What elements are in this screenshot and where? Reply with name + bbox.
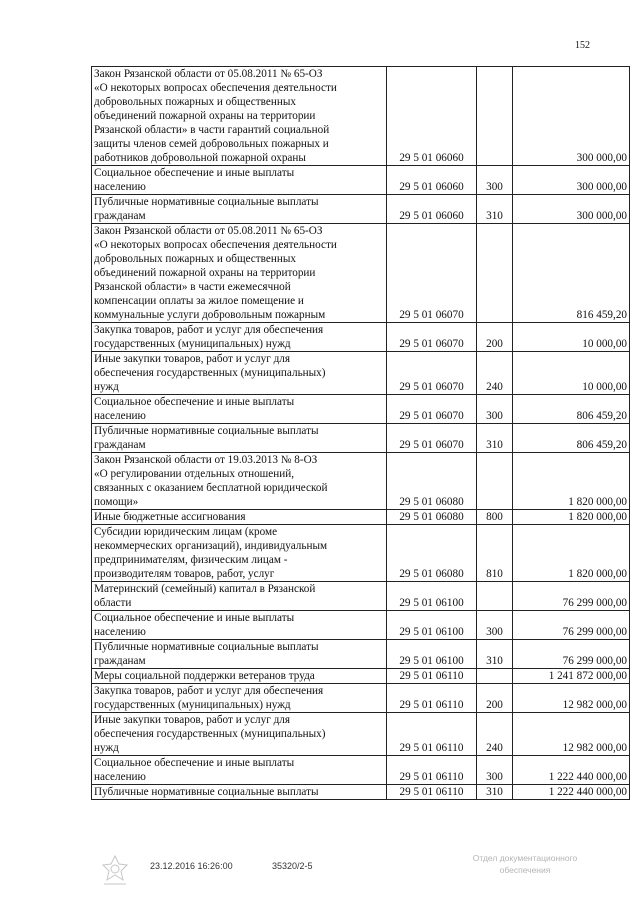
row-expense-type-cell [477, 224, 513, 323]
row-expense-type-cell [477, 453, 513, 510]
row-expense-type-cell: 200 [477, 323, 513, 352]
row-code-cell: 29 5 01 06060 [387, 195, 477, 224]
row-name-cell: Закупка товаров, работ и услуг для обеспечения государственных (муниципальных) нужд [92, 684, 387, 713]
row-name-cell: Социальное обеспечение и иные выплаты населению [92, 756, 387, 785]
row-amount-cell: 300 000,00 [513, 166, 630, 195]
row-amount-cell: 1 820 000,00 [513, 453, 630, 510]
row-amount-cell: 1 820 000,00 [513, 510, 630, 525]
row-amount-cell: 1 820 000,00 [513, 525, 630, 582]
row-amount-cell: 10 000,00 [513, 323, 630, 352]
row-expense-type-cell: 300 [477, 756, 513, 785]
row-code-cell: 29 5 01 06070 [387, 323, 477, 352]
row-code-cell: 29 5 01 06070 [387, 395, 477, 424]
row-name-cell: Иные бюджетные ассигнования [92, 510, 387, 525]
table-row [92, 453, 630, 510]
row-code-cell: 29 5 01 06070 [387, 224, 477, 323]
row-expense-type-cell: 240 [477, 352, 513, 395]
row-expense-type-cell [477, 669, 513, 684]
row-expense-type-cell: 200 [477, 684, 513, 713]
footer-watermark-line1: Отдел документационного [472, 853, 578, 863]
row-expense-type-cell: 300 [477, 166, 513, 195]
row-code-cell: 29 5 01 06110 [387, 713, 477, 756]
row-amount-cell: 12 982 000,00 [513, 684, 630, 713]
row-amount-cell: 816 459,20 [513, 224, 630, 323]
row-code-cell: 29 5 01 06110 [387, 785, 477, 800]
row-code-cell: 29 5 01 06110 [387, 669, 477, 684]
page-number: 152 [575, 40, 590, 51]
row-code-cell: 29 5 01 06060 [387, 166, 477, 195]
table-row [92, 195, 630, 224]
row-amount-cell: 10 000,00 [513, 352, 630, 395]
row-code-cell: 29 5 01 06100 [387, 611, 477, 640]
row-expense-type-cell: 300 [477, 395, 513, 424]
emblem-stamp-icon [98, 853, 132, 887]
table-row [92, 785, 630, 800]
row-name-cell: Закон Рязанской области от 05.08.2011 № 65-ОЗ «О некоторых вопросах обеспечения деятельности добровольных пожарных и общественных объединений пожарной охраны на территории Рязанской области» в части гарантий социальной защиты членов семей добровольных пожарных и работников добровольной пожарной охраны [92, 67, 387, 166]
row-amount-cell: 76 299 000,00 [513, 582, 630, 611]
row-code-cell: 29 5 01 06060 [387, 67, 477, 166]
table-row [92, 611, 630, 640]
row-amount-cell: 76 299 000,00 [513, 640, 630, 669]
row-name-cell: Публичные нормативные социальные выплаты гражданам [92, 640, 387, 669]
row-amount-cell: 1 222 440 000,00 [513, 756, 630, 785]
row-code-cell: 29 5 01 06100 [387, 582, 477, 611]
row-amount-cell: 1 222 440 000,00 [513, 785, 630, 800]
row-name-cell: Меры социальной поддержки ветеранов труда [92, 669, 387, 684]
table-row [92, 395, 630, 424]
row-name-cell: Публичные нормативные социальные выплаты гражданам [92, 424, 387, 453]
row-name-cell: Социальное обеспечение и иные выплаты населению [92, 395, 387, 424]
row-amount-cell: 806 459,20 [513, 395, 630, 424]
table-row [92, 224, 630, 323]
table-row [92, 640, 630, 669]
table-row [92, 67, 630, 166]
row-code-cell: 29 5 01 06070 [387, 424, 477, 453]
footer-watermark-line2: обеспечения [499, 865, 551, 875]
row-expense-type-cell: 310 [477, 785, 513, 800]
table-row [92, 684, 630, 713]
table-row [92, 166, 630, 195]
row-code-cell: 29 5 01 06110 [387, 756, 477, 785]
footer-document-number: 35320/2-5 [272, 861, 313, 871]
row-expense-type-cell: 310 [477, 424, 513, 453]
budget-table-body [92, 67, 630, 800]
row-code-cell: 29 5 01 06080 [387, 453, 477, 510]
row-name-cell: Иные закупки товаров, работ и услуг для обеспечения государственных (муниципальных) нужд [92, 713, 387, 756]
row-amount-cell: 12 982 000,00 [513, 713, 630, 756]
table-row [92, 669, 630, 684]
row-code-cell: 29 5 01 06100 [387, 640, 477, 669]
row-expense-type-cell: 310 [477, 195, 513, 224]
row-expense-type-cell: 310 [477, 640, 513, 669]
row-amount-cell: 300 000,00 [513, 67, 630, 166]
row-name-cell: Закон Рязанской области от 19.03.2013 № 8-ОЗ «О регулировании отдельных отношений, связанных с оказанием бесплатной юридической помощи» [92, 453, 387, 510]
row-expense-type-cell: 240 [477, 713, 513, 756]
row-amount-cell: 806 459,20 [513, 424, 630, 453]
row-name-cell: Закон Рязанской области от 05.08.2011 № 65-ОЗ «О некоторых вопросах обеспечения деятельности добровольных пожарных и общественных объединений пожарной охраны на территории Рязанской области» в части ежемесячной компенсации оплаты за жилое помещение и коммунальные услуги добровольным пожарным [92, 224, 387, 323]
budget-table [91, 66, 630, 800]
row-name-cell: Закупка товаров, работ и услуг для обеспечения государственных (муниципальных) нужд [92, 323, 387, 352]
table-row [92, 352, 630, 395]
row-code-cell: 29 5 01 06080 [387, 510, 477, 525]
row-code-cell: 29 5 01 06070 [387, 352, 477, 395]
row-name-cell: Субсидии юридическим лицам (кроме некоммерческих организаций), индивидуальным предпринимателям, физическим лицам - производителям товаров, работ, услуг [92, 525, 387, 582]
row-name-cell: Иные закупки товаров, работ и услуг для обеспечения государственных (муниципальных) нужд [92, 352, 387, 395]
table-row [92, 323, 630, 352]
row-expense-type-cell: 800 [477, 510, 513, 525]
row-amount-cell: 300 000,00 [513, 195, 630, 224]
row-name-cell: Публичные нормативные социальные выплаты гражданам [92, 195, 387, 224]
table-row [92, 713, 630, 756]
row-expense-type-cell: 300 [477, 611, 513, 640]
footer-datetime: 23.12.2016 16:26:00 [150, 861, 233, 871]
row-expense-type-cell [477, 67, 513, 166]
table-row [92, 525, 630, 582]
row-code-cell: 29 5 01 06080 [387, 525, 477, 582]
table-row [92, 424, 630, 453]
row-amount-cell: 1 241 872 000,00 [513, 669, 630, 684]
row-name-cell: Социальное обеспечение и иные выплаты населению [92, 166, 387, 195]
row-amount-cell: 76 299 000,00 [513, 611, 630, 640]
row-code-cell: 29 5 01 06110 [387, 684, 477, 713]
row-expense-type-cell [477, 582, 513, 611]
table-row [92, 582, 630, 611]
row-name-cell: Материнский (семейный) капитал в Рязанской области [92, 582, 387, 611]
table-row [92, 756, 630, 785]
footer-watermark [440, 852, 610, 876]
row-name-cell: Публичные нормативные социальные выплаты [92, 785, 387, 800]
table-row [92, 510, 630, 525]
row-expense-type-cell: 810 [477, 525, 513, 582]
row-name-cell: Социальное обеспечение и иные выплаты населению [92, 611, 387, 640]
